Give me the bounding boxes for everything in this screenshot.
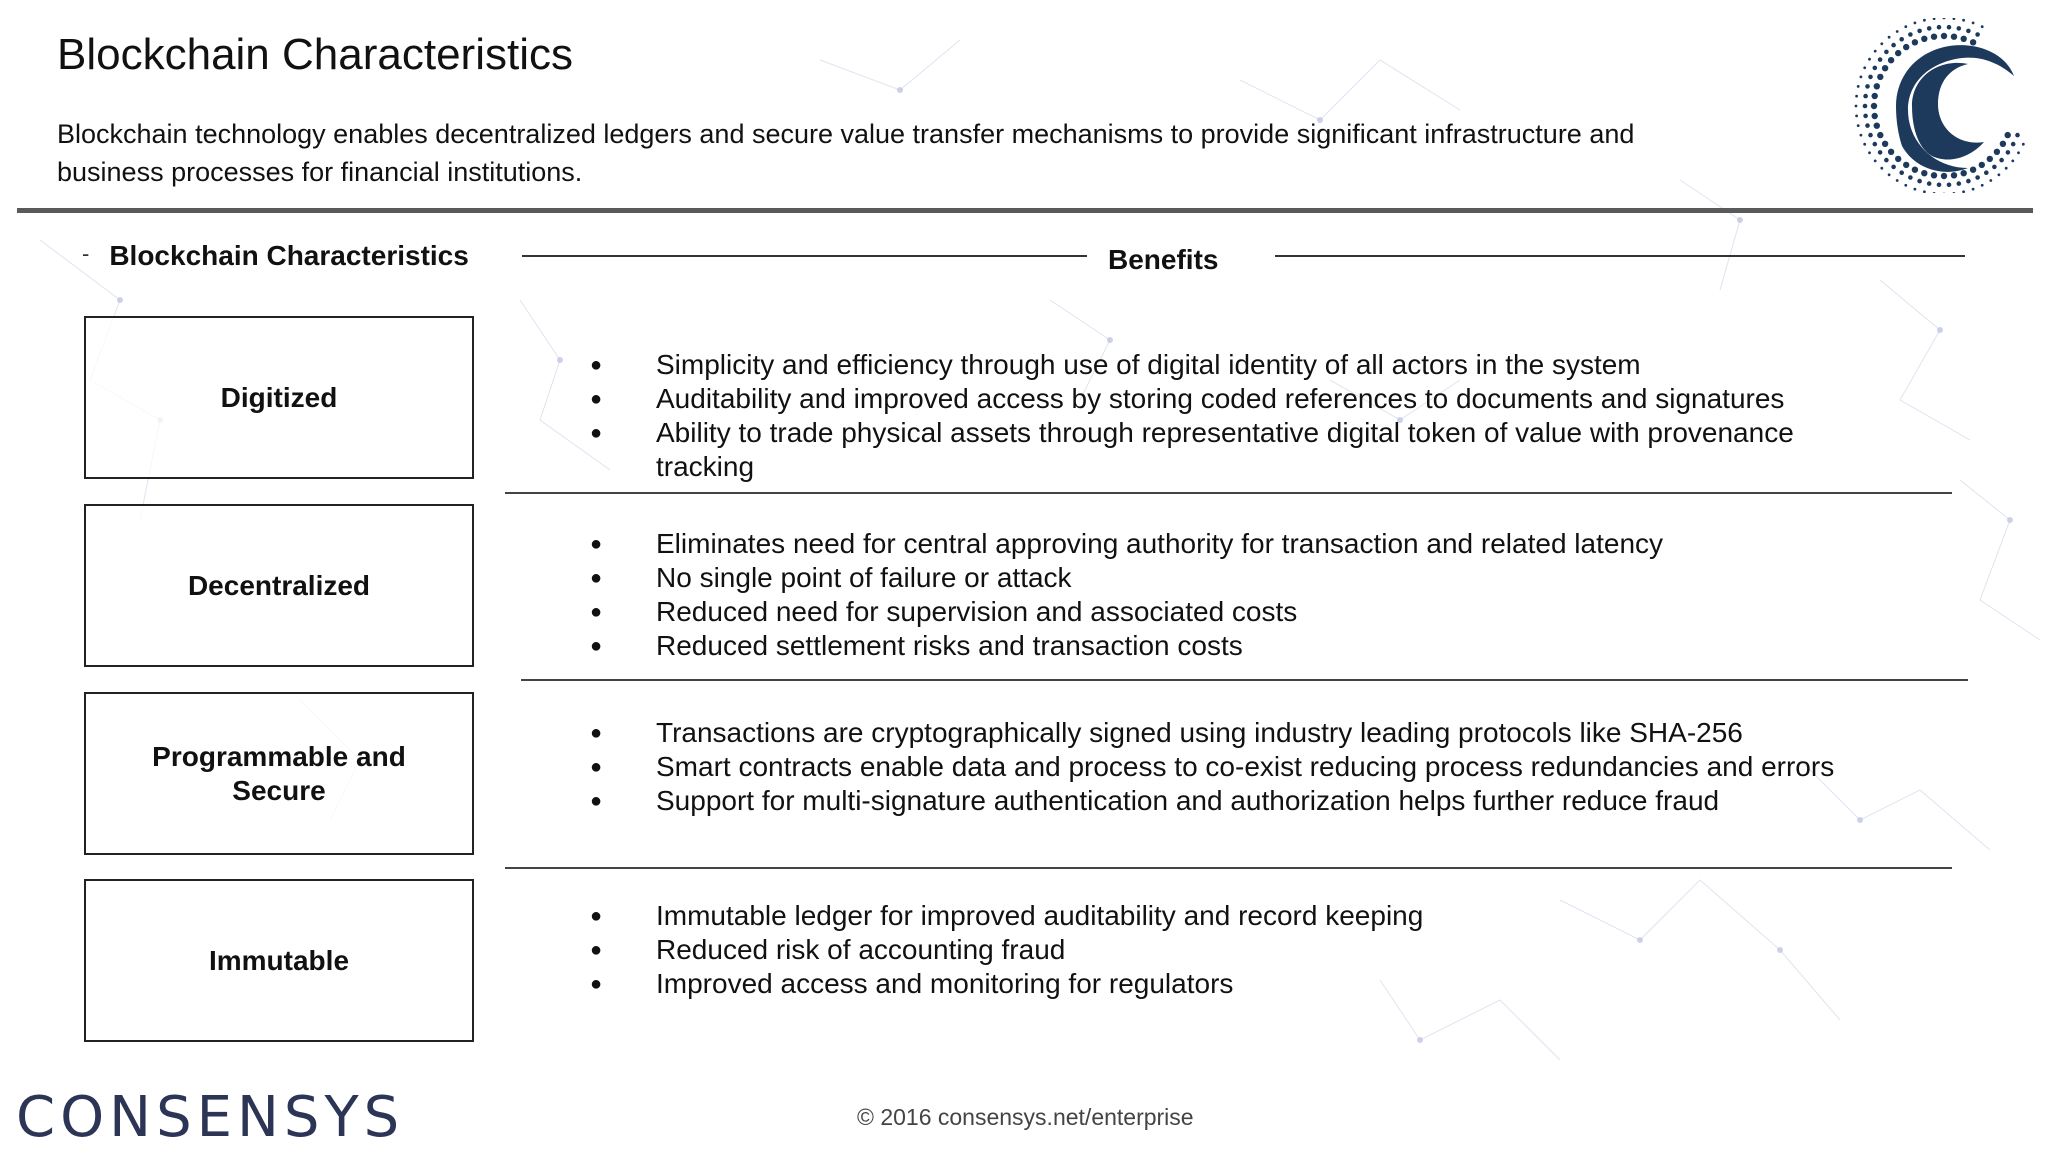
- logo-dot: [1863, 143, 1866, 146]
- row-divider: [505, 492, 1952, 494]
- logo-dot: [1947, 183, 1952, 188]
- bullet-icon: ●: [590, 939, 603, 961]
- logo-dot: [1962, 190, 1965, 193]
- logo-dot: [1917, 179, 1922, 184]
- logo-dot: [1860, 134, 1863, 137]
- logo-dot: [1873, 66, 1878, 71]
- logo-dot: [1914, 188, 1917, 191]
- logo-dot: [1966, 179, 1971, 184]
- logo-dot: [1941, 33, 1947, 39]
- logo-dot: [1931, 172, 1937, 178]
- bullet-icon: ●: [590, 973, 603, 995]
- logo-dot: [1888, 173, 1891, 176]
- consensys-spiral-logo-icon: [1852, 18, 2032, 193]
- logo-dot: [1891, 43, 1896, 48]
- logo-dot: [1970, 167, 1976, 173]
- logo-dot: [1880, 42, 1883, 45]
- benefit-text: Ability to trade physical assets through representative digital token of value with provenance: [656, 417, 1794, 448]
- logo-dot: [1855, 115, 1858, 118]
- logo-dot: [2017, 151, 2020, 154]
- bullet-icon: ●: [590, 756, 603, 778]
- bullet-icon: ●: [590, 722, 603, 744]
- logo-dot: [1908, 32, 1913, 37]
- logo-dot: [1868, 58, 1871, 61]
- logo-dot: [1871, 103, 1877, 109]
- bullet-icon: ●: [590, 567, 603, 589]
- logo-dot: [1972, 188, 1975, 191]
- characteristics-heading-label: Blockchain Characteristics: [109, 240, 469, 271]
- characteristic-label: Decentralized: [187, 569, 371, 601]
- logo-dot: [1999, 158, 2004, 163]
- logo-dot: [1962, 19, 1965, 22]
- benefits-column-heading: Benefits: [1108, 244, 1219, 275]
- characteristic-label: Immutable: [208, 944, 350, 976]
- logo-dot: [2015, 133, 2020, 138]
- logo-dot: [1927, 181, 1932, 186]
- benefit-item-continuation: [590, 450, 1794, 484]
- logo-dot: [1874, 160, 1877, 163]
- benefit-item: [590, 716, 1834, 750]
- consensys-wordmark: CONSENSYS: [16, 1085, 405, 1150]
- logo-dot: [1872, 93, 1878, 99]
- logo-dot: [1888, 57, 1894, 63]
- logo-dot: [1923, 19, 1926, 22]
- logo-dot: [1984, 170, 1989, 175]
- benefit-item: [590, 382, 1794, 416]
- logo-dot: [1884, 158, 1889, 163]
- benefit-text: Reduced risk of accounting fraud: [656, 934, 1066, 965]
- logo-dot: [1931, 34, 1937, 40]
- bullet-icon: ●: [590, 422, 603, 444]
- logo-dot: [1933, 192, 1936, 193]
- logo-dot: [2000, 141, 2006, 147]
- logo-dot: [1899, 37, 1904, 42]
- benefit-text: Auditability and improved access by storing coded references to documents and signatures: [656, 383, 1785, 414]
- logo-dot: [1937, 25, 1942, 30]
- logo-dot: [1957, 181, 1962, 186]
- benefit-text: Eliminates need for central approving authority for transaction and related latency: [656, 528, 1664, 559]
- logo-dot: [1872, 113, 1878, 119]
- logo-dot: [1979, 162, 1985, 168]
- characteristic-box-decentralized: [84, 504, 474, 667]
- characteristic-label: Digitized: [220, 381, 338, 413]
- logo-dot: [1878, 150, 1883, 155]
- characteristic-box-programmable-secure: [84, 692, 474, 855]
- logo-dot: [1857, 85, 1860, 88]
- benefit-list-decentralized: [590, 527, 1663, 663]
- logo-dot: [1865, 123, 1870, 128]
- logo-dot: [1989, 179, 1992, 182]
- logo-dot: [2006, 150, 2011, 155]
- logo-dot: [2005, 132, 2011, 138]
- benefit-item: [590, 933, 1423, 967]
- bullet-icon: ●: [590, 790, 603, 812]
- characteristic-label: Programmable and Secure: [152, 740, 406, 806]
- logo-dot: [1943, 18, 1946, 19]
- logo-dot: [1975, 175, 1980, 180]
- benefit-list-programmable-secure: [590, 716, 1834, 818]
- logo-dot: [1908, 175, 1913, 180]
- benefit-text: Reduced settlement risks and transaction costs: [656, 630, 1243, 661]
- logo-dot: [1912, 39, 1918, 45]
- logo-dot: [1874, 50, 1877, 53]
- logo-dot: [1957, 26, 1962, 31]
- logo-dot: [1877, 74, 1883, 80]
- logo-dot: [1953, 18, 1956, 20]
- benefit-text: Reduced need for supervision and associated costs: [656, 596, 1298, 627]
- logo-dot: [1903, 44, 1909, 50]
- header-divider: [17, 208, 2033, 213]
- logo-dot: [1981, 25, 1984, 28]
- logo-dot: [1917, 29, 1922, 34]
- logo-dot: [1863, 114, 1868, 119]
- logo-dot: [1868, 133, 1873, 138]
- logo-dot: [2022, 143, 2025, 146]
- logo-dot: [1899, 170, 1904, 175]
- logo-dot: [1896, 30, 1899, 33]
- logo-dot: [1873, 142, 1878, 147]
- logo-dot: [1857, 124, 1860, 127]
- logo-dot: [1855, 95, 1858, 98]
- benefit-item: [590, 629, 1663, 663]
- benefit-item: [590, 348, 1794, 382]
- logo-dot: [1880, 167, 1883, 170]
- logo-dot: [1972, 22, 1975, 25]
- benefit-item: [590, 527, 1663, 561]
- logo-dot: [1994, 149, 2000, 155]
- logo-dot: [1891, 165, 1896, 170]
- benefit-item: [590, 561, 1663, 595]
- logo-dot: [1904, 25, 1907, 28]
- slide-subtitle: Blockchain technology enables decentralized ledgers and secure value transfer mechanisms to provide significant infrastructure and business processes for financial institutions.: [57, 119, 1635, 187]
- logo-dot: [1923, 190, 1926, 193]
- logo-dot: [1975, 32, 1980, 37]
- logo-dot: [1970, 39, 1976, 45]
- logo-dot: [1951, 172, 1957, 178]
- benefit-text: Support for multi-signature authentication and authorization helps further reduce fraud: [656, 785, 1720, 816]
- logo-dot: [2011, 142, 2016, 147]
- logo-dot: [1998, 173, 2001, 176]
- logo-dot: [1921, 36, 1927, 42]
- logo-dot: [1904, 184, 1907, 187]
- logo-dot: [1877, 132, 1883, 138]
- bullet-icon: ●: [590, 354, 603, 376]
- benefit-list-immutable: [590, 899, 1423, 1001]
- benefit-text: Simplicity and efficiency through use of digital identity of all actors in the system: [656, 349, 1641, 380]
- logo-dot: [1921, 170, 1927, 176]
- benefit-text: Improved access and monitoring for regulators: [656, 968, 1234, 999]
- logo-dot: [1888, 149, 1894, 155]
- logo-dot: [1882, 65, 1888, 71]
- characteristic-box-immutable: [84, 879, 474, 1042]
- logo-dot: [2011, 160, 2014, 163]
- slide-title: Blockchain Characteristics: [57, 30, 573, 79]
- benefits-heading-rule-left: [522, 255, 1087, 257]
- logo-dot: [1914, 22, 1917, 25]
- logo-dot: [1992, 165, 1997, 170]
- benefit-item: [590, 750, 1834, 784]
- logo-dot: [1895, 156, 1901, 162]
- logo-dot: [1896, 179, 1899, 182]
- logo-dot: [1941, 173, 1947, 179]
- logo-dot: [1882, 141, 1888, 147]
- bullet-icon: ●: [590, 533, 603, 555]
- logo-dot: [1951, 34, 1957, 40]
- benefit-item: [590, 899, 1423, 933]
- bullet-icon: ●: [590, 601, 603, 623]
- logo-dot: [1981, 184, 1984, 187]
- logo-dot: [1961, 36, 1967, 42]
- benefit-item: [590, 967, 1423, 1001]
- logo-dot: [1947, 25, 1952, 30]
- bullet-icon: ●: [590, 635, 603, 657]
- logo-dot: [1855, 105, 1858, 108]
- logo-dot: [1863, 94, 1868, 99]
- benefit-text: No single point of failure or attack: [656, 562, 1072, 593]
- logo-dot: [1961, 170, 1967, 176]
- characteristic-box-digitized: [84, 316, 474, 479]
- benefit-text: tracking: [656, 451, 755, 482]
- benefit-item: [590, 595, 1663, 629]
- logo-dot: [1860, 76, 1863, 79]
- benefit-list-digitized: [590, 348, 1794, 484]
- logo-dot: [1874, 123, 1880, 129]
- benefit-text: Immutable ledger for improved auditability and record keeping: [656, 900, 1424, 931]
- logo-dot: [1868, 75, 1873, 80]
- logo-dot: [1953, 192, 1956, 193]
- logo-dot: [1888, 36, 1891, 39]
- benefit-text: Transactions are cryptographically signed using industry leading protocols like SHA-256: [656, 717, 1743, 748]
- logo-dot: [1865, 84, 1870, 89]
- characteristics-column-heading: [82, 240, 469, 272]
- bullet-icon: ●: [590, 388, 603, 410]
- logo-dot: [2005, 167, 2008, 170]
- logo-dot: [1937, 183, 1942, 188]
- benefit-item: [590, 784, 1834, 818]
- logo-dot: [1987, 156, 1993, 162]
- logo-dot: [1863, 66, 1866, 69]
- benefit-item: [590, 416, 1794, 450]
- benefit-text: Smart contracts enable data and process to co-exist reducing process redundancies and errors: [656, 751, 1835, 782]
- benefits-heading-rule-right: [1275, 255, 1965, 257]
- heading-dash-marker: -: [82, 241, 90, 266]
- logo-dot: [1912, 167, 1918, 173]
- bullet-icon: ●: [590, 905, 603, 927]
- logo-dot: [1903, 162, 1909, 168]
- logo-dot: [1878, 57, 1883, 62]
- logo-dot: [1933, 18, 1936, 20]
- row-divider: [505, 867, 1952, 869]
- logo-dot: [1868, 151, 1871, 154]
- logo-dot: [1966, 29, 1971, 34]
- logo-dot: [1874, 83, 1880, 89]
- logo-dot: [1863, 104, 1868, 109]
- footer-copyright: © 2016 consensys.net/enterprise: [857, 1104, 1194, 1130]
- row-divider: [521, 679, 1968, 681]
- logo-dot: [1884, 50, 1889, 55]
- logo-dot: [1927, 26, 1932, 31]
- logo-dot: [1895, 50, 1901, 56]
